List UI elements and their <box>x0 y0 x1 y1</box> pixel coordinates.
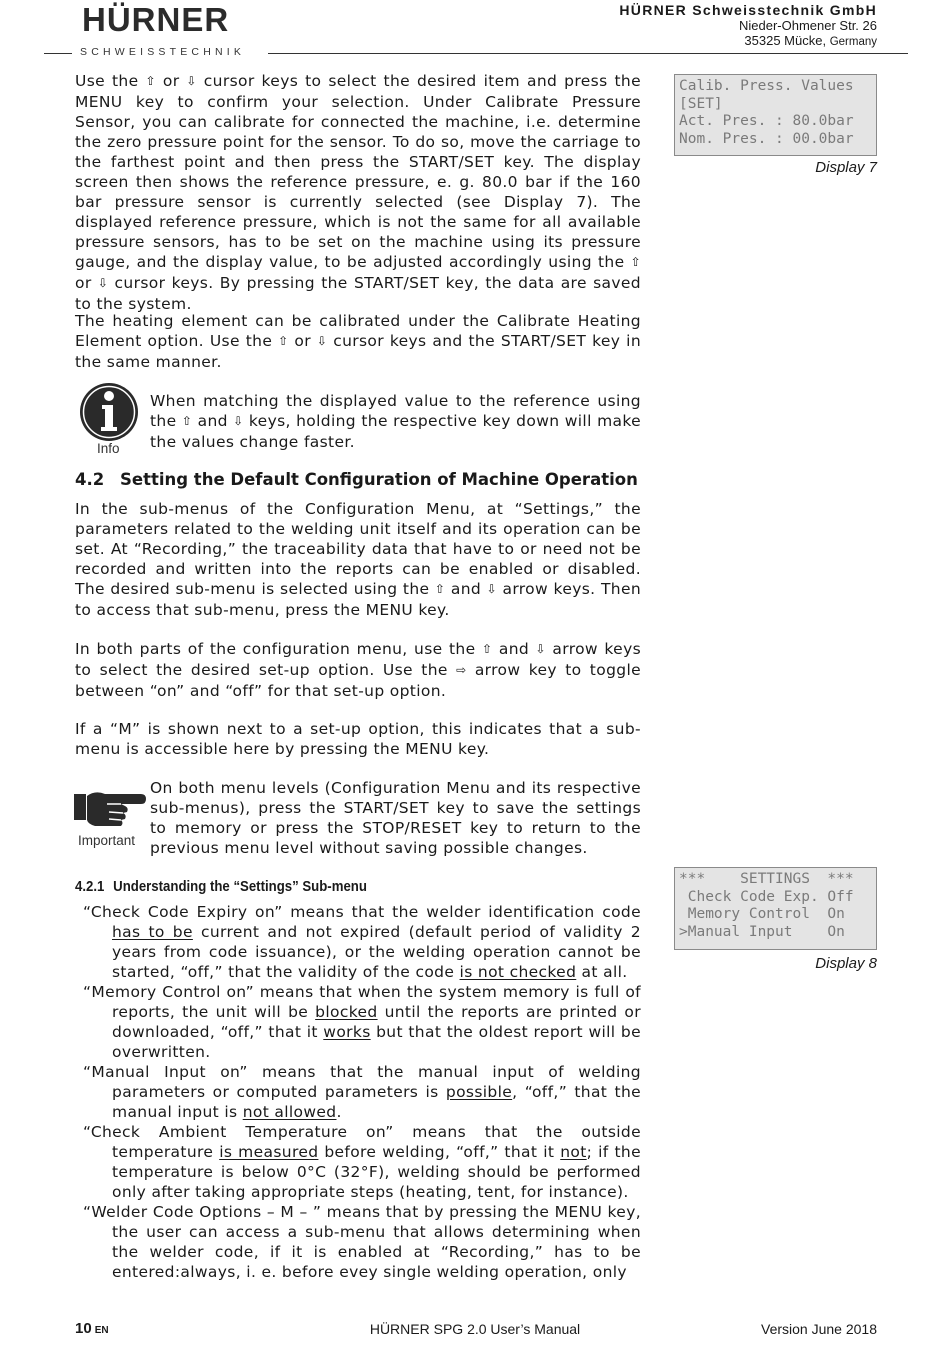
header-rule-right <box>268 53 908 54</box>
up-arrow-icon: ⇧ <box>278 334 289 348</box>
info-note-text: When matching the displayed value to the reference using the ⇧ and ⇩ keys, holding the respective key down will make the values change faster. <box>150 392 642 451</box>
down-arrow-icon: ⇩ <box>535 642 546 656</box>
section-number: 4.2.1 <box>75 878 105 895</box>
right-arrow-icon: ⇨ <box>456 663 467 677</box>
down-arrow-icon: ⇩ <box>186 74 197 88</box>
logo-subtext: SCHWEISSTECHNIK <box>80 46 246 58</box>
info-label: Info <box>97 441 120 456</box>
paragraph-toggle-options: In both parts of the configuration menu, use the ⇧ and ⇩ arrow keys to select the desired set-up option. Use the ⇨ arrow key to toggle between “on” and “off” for that set-up option. <box>75 640 642 700</box>
paragraph-m-submenu: If a “M” is shown next to a set-up option, this indicates that a sub-menu is accessible here by pressing the MENU key. <box>75 720 641 758</box>
page-number: 10 EN <box>75 1320 109 1337</box>
paragraph-heating-element: The heating element can be calibrated under the Calibrate Heating Element option. Use the ⇧ or ⇩ cursor keys and the START/SET key in the same manner. <box>75 312 641 371</box>
down-arrow-icon: ⇩ <box>316 334 328 348</box>
pointing-hand-icon <box>73 784 147 828</box>
footer-version: Version June 2018 <box>761 1321 877 1337</box>
lcd-line: Memory Control On <box>679 906 845 922</box>
up-arrow-icon: ⇧ <box>145 74 156 88</box>
info-icon <box>78 381 140 443</box>
settings-definitions-list <box>75 902 641 1282</box>
address-street: Nieder-Ohmener Str. 26 <box>738 18 877 33</box>
definition-memory-control: “Memory Control on” means that when the system memory is full of reports, the unit will be blocked until the reports are printed or downloaded, “off,” that it works but that the oldest report will be overwritten. <box>83 983 641 1061</box>
down-arrow-icon: ⇩ <box>486 582 497 596</box>
lcd-line: Act. Pres. : 80.0bar <box>679 113 854 129</box>
lcd-line: Nom. Pres. : 00.0bar <box>679 130 854 147</box>
lcd-line: [SET] <box>679 95 723 112</box>
down-arrow-icon: ⇩ <box>97 276 109 290</box>
definition-check-code-expiry: “Check Code Expiry on” means that the welder identification code has to be current and not expired (default period of validity 2 years from code issuance), or the welding operation cannot be started, “off,” that the validity of the code is not checked at all. <box>83 903 641 981</box>
logo-wordmark: HÜRNER <box>82 1 230 38</box>
company-name: HÜRNER Schweisstechnik GmbH <box>619 2 877 18</box>
up-arrow-icon: ⇧ <box>481 642 493 656</box>
address-city: 35325 Mücke, <box>744 33 827 48</box>
header-rule-left <box>44 53 72 54</box>
display-8-caption: Display 8 <box>815 955 877 972</box>
lcd-line: Calib. Press. Values <box>679 78 854 94</box>
section-heading-4-2-1 <box>75 877 367 897</box>
address-city-line <box>619 33 877 50</box>
up-arrow-icon: ⇧ <box>630 255 641 269</box>
important-note-text: On both menu levels (Configuration Menu and its respective sub-menus), press the START/SET key to save the settings to memory or press the STOP/RESET key to return to the previous menu level without saving possible changes. <box>150 779 641 857</box>
footer-title: HÜRNER SPG 2.0 User’s Manual <box>369 1321 581 1337</box>
lcd-display-7 <box>674 74 877 156</box>
section-title: Setting the Default Configuration of Machine Operation <box>120 470 638 489</box>
company-address-block <box>619 2 877 50</box>
section-number: 4.2 <box>75 470 105 489</box>
down-arrow-icon: ⇩ <box>233 414 244 428</box>
paragraph-configuration-menu: In the sub-menus of the Configuration Menu, at “Settings,” the parameters related to the welding unit itself and its operation can be set. At “Recording,” the traceability data that have to or need not be recorded and written into the reports can be enabled or disabled. The desired sub-menu is selected using the ⇧ and ⇩ arrow keys. Then to access that sub-menu, press the MENU key. <box>75 500 642 619</box>
lcd-line: >Manual Input On <box>679 923 845 940</box>
definition-welder-code-options: “Welder Code Options – M – ” means that by pressing the MENU key, the user can access a sub-menu that allows determining when the welder code, if it is enabled at “Recording,” has to be entered:always, i. e. before evey single welding operation, only <box>83 1203 641 1281</box>
address-country: Germany <box>829 36 877 48</box>
definition-check-ambient-temperature: “Check Ambient Temperature on” means that the outside temperature is measured before welding, “off,” that it not; if the temperature is below 0°C (32°F), welding should be performed only after taking appropriate steps (heating, tent, for instance). <box>83 1123 641 1201</box>
section-heading-4-2 <box>75 470 638 490</box>
paragraph-calibrate-pressure: Use the ⇧ or ⇩ cursor keys to select the desired item and press the MENU key to confirm your selection. Under Calibrate Pressure Sensor, you can calibrate for connected the machine, i.e. determine the zero pressure point for the sensor. To do so, move the carriage to the farthest point and then press the START/SET key. The display screen then shows the reference pressure, e. g. 80.0 bar if the 160 bar pressure sensor is currently selected (see Display 7). The displayed reference pressure, which is not the same for all available pressure sensors, has to be set on the machine using its pressure gauge, and the display value, to be adjusted accordingly using the ⇧ or ⇩ cursor keys. By pressing the START/SET key, the data are saved to the system. <box>75 72 641 313</box>
definition-manual-input: “Manual Input on” means that the manual input of welding parameters or computed parameters is possible, “off,” that the manual input is not allowed. <box>83 1063 642 1121</box>
important-label: Important <box>78 833 136 848</box>
language-code: EN <box>94 1325 109 1336</box>
section-title: Understanding the “Settings” Sub-menu <box>113 878 367 895</box>
lcd-line: Check Code Exp. Off <box>679 888 854 905</box>
display-7-caption: Display 7 <box>815 159 877 176</box>
lcd-display-8 <box>674 867 877 950</box>
lcd-line: *** SETTINGS *** <box>679 871 854 887</box>
up-arrow-icon: ⇧ <box>181 414 193 428</box>
up-arrow-icon: ⇧ <box>434 582 446 596</box>
